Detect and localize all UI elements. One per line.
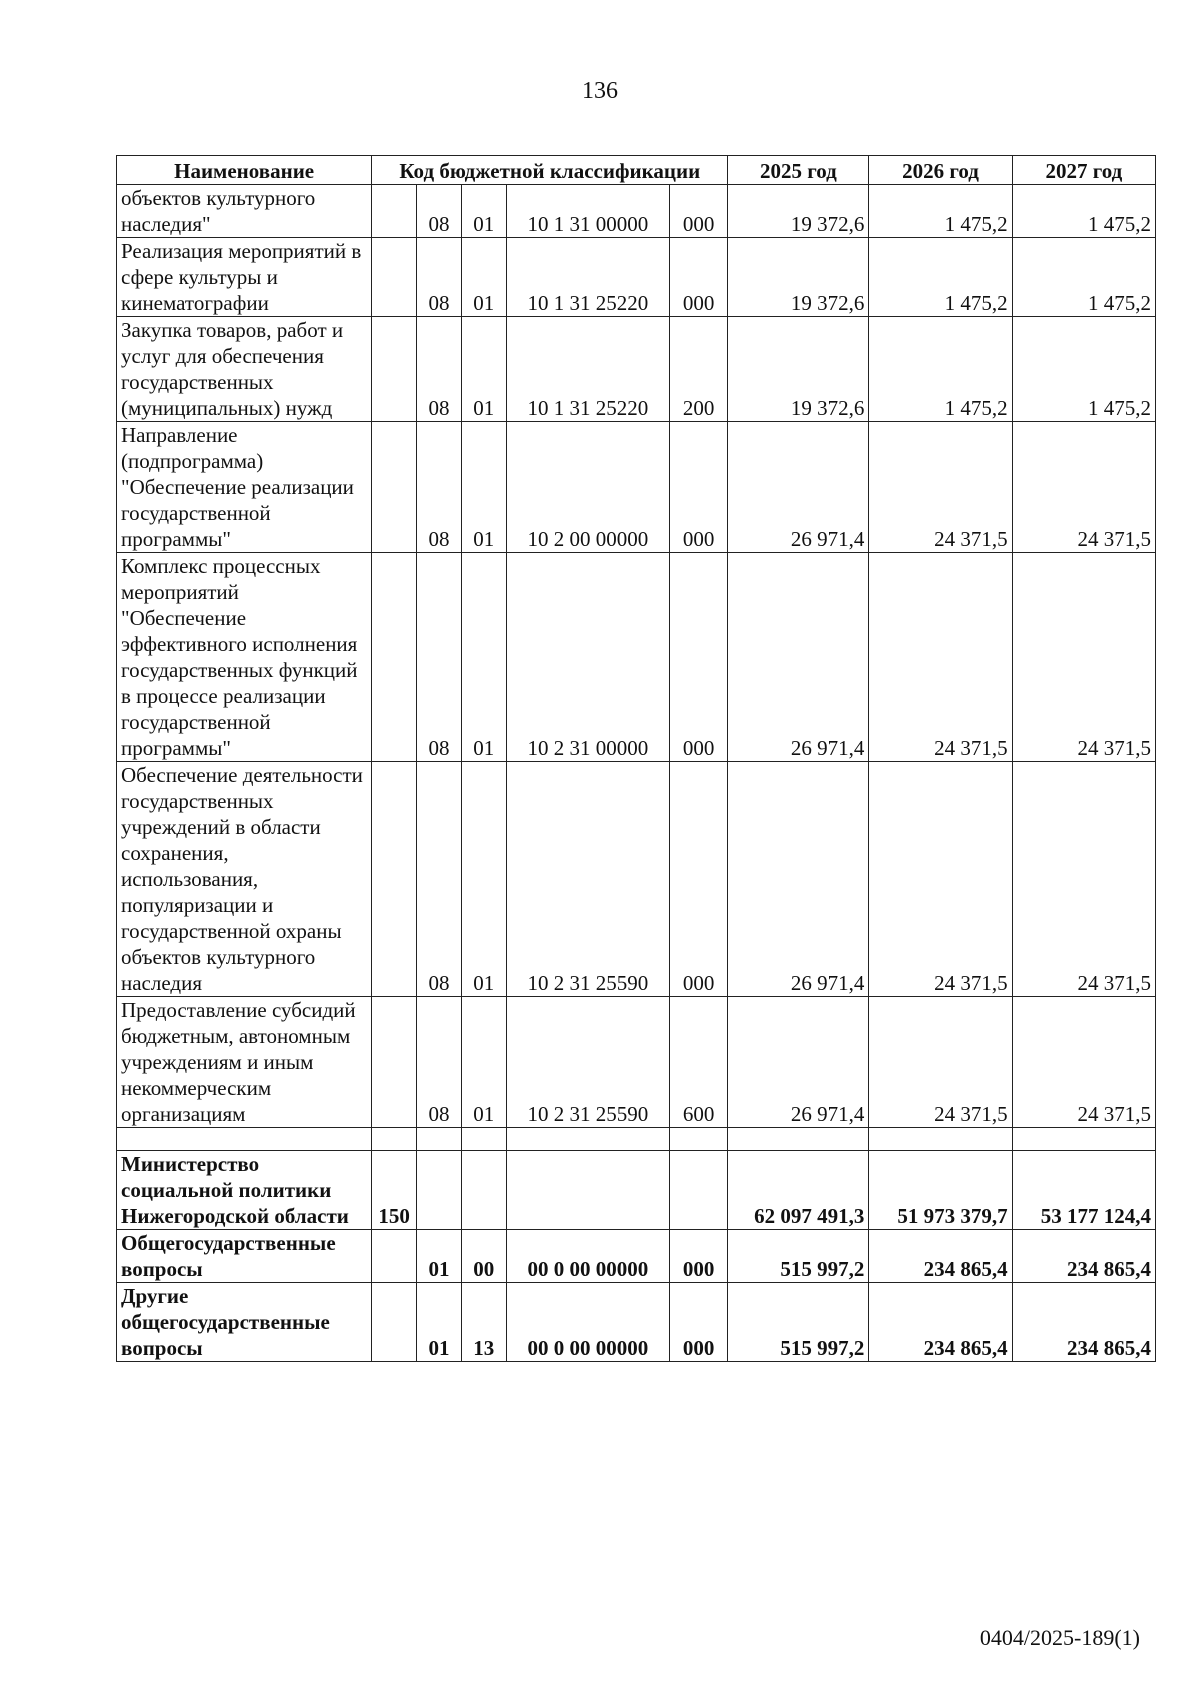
row-code-ministry bbox=[372, 422, 417, 553]
empty-cell bbox=[506, 1128, 669, 1151]
empty-cell bbox=[417, 1128, 462, 1151]
row-code-subsection: 00 bbox=[461, 1230, 506, 1283]
header-2026: 2026 год bbox=[869, 156, 1012, 185]
empty-cell bbox=[670, 1128, 728, 1151]
row-code-subsection: 01 bbox=[461, 185, 506, 238]
row-value-2025: 26 971,4 bbox=[728, 553, 869, 762]
row-code-ministry bbox=[372, 1283, 417, 1362]
empty-row bbox=[117, 1128, 1156, 1151]
row-value-2026: 24 371,5 bbox=[869, 553, 1012, 762]
row-code-section bbox=[417, 1151, 462, 1230]
row-code-expense-type: 000 bbox=[670, 762, 728, 997]
row-code-target: 10 1 31 25220 bbox=[506, 317, 669, 422]
row-value-2025: 19 372,6 bbox=[728, 185, 869, 238]
row-code-section: 08 bbox=[417, 553, 462, 762]
row-code-ministry bbox=[372, 1230, 417, 1283]
row-code-subsection: 01 bbox=[461, 553, 506, 762]
row-code-target: 10 2 31 00000 bbox=[506, 553, 669, 762]
row-name: Направление (подпрограмма) "Обеспечение реализации государственной программы" bbox=[117, 422, 372, 553]
row-value-2026: 24 371,5 bbox=[869, 997, 1012, 1128]
row-value-2027: 1 475,2 bbox=[1012, 317, 1155, 422]
row-value-2025: 515 997,2 bbox=[728, 1230, 869, 1283]
row-name: объектов культурного наследия" bbox=[117, 185, 372, 238]
row-value-2025: 515 997,2 bbox=[728, 1283, 869, 1362]
table-row bbox=[117, 185, 1156, 238]
header-2027: 2027 год bbox=[1012, 156, 1155, 185]
table-row bbox=[117, 422, 1156, 553]
budget-table bbox=[116, 155, 1156, 1362]
row-code-expense-type bbox=[670, 1151, 728, 1230]
row-code-ministry bbox=[372, 238, 417, 317]
row-code-expense-type: 000 bbox=[670, 553, 728, 762]
row-name: Другие общегосударственные вопросы bbox=[117, 1283, 372, 1362]
row-code-ministry bbox=[372, 997, 417, 1128]
row-name: Министерство социальной политики Нижегородской области bbox=[117, 1151, 372, 1230]
row-code-subsection: 01 bbox=[461, 762, 506, 997]
empty-cell bbox=[728, 1128, 869, 1151]
row-code-target: 00 0 00 00000 bbox=[506, 1283, 669, 1362]
row-name: Закупка товаров, работ и услуг для обеспечения государственных (муниципальных) нужд bbox=[117, 317, 372, 422]
row-code-subsection: 01 bbox=[461, 238, 506, 317]
row-value-2026: 24 371,5 bbox=[869, 422, 1012, 553]
row-code-subsection: 01 bbox=[461, 317, 506, 422]
row-code-ministry bbox=[372, 185, 417, 238]
header-2025: 2025 год bbox=[728, 156, 869, 185]
document-code: 0404/2025-189(1) bbox=[979, 1625, 1140, 1650]
row-code-target: 00 0 00 00000 bbox=[506, 1230, 669, 1283]
row-value-2025: 26 971,4 bbox=[728, 997, 869, 1128]
row-value-2027: 24 371,5 bbox=[1012, 762, 1155, 997]
row-code-ministry bbox=[372, 762, 417, 997]
empty-cell bbox=[117, 1128, 372, 1151]
row-value-2026: 24 371,5 bbox=[869, 762, 1012, 997]
row-code-target bbox=[506, 1151, 669, 1230]
row-value-2026: 1 475,2 bbox=[869, 317, 1012, 422]
row-code-target: 10 2 31 25590 bbox=[506, 997, 669, 1128]
empty-cell bbox=[372, 1128, 417, 1151]
row-name: Обеспечение деятельности государственных учреждений в области сохранения, использования, популяризации и государственной охраны объектов культурного наследия bbox=[117, 762, 372, 997]
row-code-expense-type: 000 bbox=[670, 422, 728, 553]
row-value-2027: 1 475,2 bbox=[1012, 185, 1155, 238]
row-value-2026: 234 865,4 bbox=[869, 1230, 1012, 1283]
row-code-expense-type: 000 bbox=[670, 1283, 728, 1362]
row-value-2027: 24 371,5 bbox=[1012, 997, 1155, 1128]
row-value-2027: 24 371,5 bbox=[1012, 422, 1155, 553]
row-name: Реализация мероприятий в сфере культуры и кинематографии bbox=[117, 238, 372, 317]
row-value-2025: 26 971,4 bbox=[728, 762, 869, 997]
row-code-section: 08 bbox=[417, 762, 462, 997]
row-code-target: 10 1 31 25220 bbox=[506, 238, 669, 317]
row-code-section: 01 bbox=[417, 1283, 462, 1362]
row-code-expense-type: 000 bbox=[670, 1230, 728, 1283]
table-row bbox=[117, 238, 1156, 317]
row-code-section: 08 bbox=[417, 317, 462, 422]
row-value-2025: 26 971,4 bbox=[728, 422, 869, 553]
empty-cell bbox=[461, 1128, 506, 1151]
table-row bbox=[117, 762, 1156, 997]
row-code-ministry bbox=[372, 553, 417, 762]
row-name: Комплекс процессных мероприятий "Обеспечение эффективного исполнения государственных функций в процессе реализации государственной программы" bbox=[117, 553, 372, 762]
row-code-subsection: 01 bbox=[461, 422, 506, 553]
row-code-ministry bbox=[372, 317, 417, 422]
table-row bbox=[117, 1151, 1156, 1230]
row-value-2025: 19 372,6 bbox=[728, 317, 869, 422]
page-number: 136 bbox=[582, 78, 618, 104]
row-code-section: 08 bbox=[417, 238, 462, 317]
row-code-subsection bbox=[461, 1151, 506, 1230]
row-code-expense-type: 000 bbox=[670, 238, 728, 317]
row-code-section: 08 bbox=[417, 185, 462, 238]
row-code-expense-type: 600 bbox=[670, 997, 728, 1128]
row-code-subsection: 13 bbox=[461, 1283, 506, 1362]
row-code-expense-type: 000 bbox=[670, 185, 728, 238]
header-code: Код бюджетной классификации bbox=[372, 156, 728, 185]
header-name: Наименование bbox=[117, 156, 372, 185]
row-code-target: 10 2 31 25590 bbox=[506, 762, 669, 997]
row-value-2026: 51 973 379,7 bbox=[869, 1151, 1012, 1230]
row-value-2025: 19 372,6 bbox=[728, 238, 869, 317]
row-value-2027: 24 371,5 bbox=[1012, 553, 1155, 762]
row-value-2027: 1 475,2 bbox=[1012, 238, 1155, 317]
row-code-ministry: 150 bbox=[372, 1151, 417, 1230]
row-value-2026: 1 475,2 bbox=[869, 185, 1012, 238]
row-value-2025: 62 097 491,3 bbox=[728, 1151, 869, 1230]
table-row bbox=[117, 997, 1156, 1128]
row-code-target: 10 1 31 00000 bbox=[506, 185, 669, 238]
row-code-section: 08 bbox=[417, 997, 462, 1128]
row-code-section: 01 bbox=[417, 1230, 462, 1283]
row-name: Предоставление субсидий бюджетным, автономным учреждениям и иным некоммерческим организациям bbox=[117, 997, 372, 1128]
table-row bbox=[117, 553, 1156, 762]
row-value-2027: 234 865,4 bbox=[1012, 1230, 1155, 1283]
row-code-target: 10 2 00 00000 bbox=[506, 422, 669, 553]
row-value-2026: 234 865,4 bbox=[869, 1283, 1012, 1362]
row-code-expense-type: 200 bbox=[670, 317, 728, 422]
row-value-2027: 53 177 124,4 bbox=[1012, 1151, 1155, 1230]
row-value-2027: 234 865,4 bbox=[1012, 1283, 1155, 1362]
table-row bbox=[117, 1283, 1156, 1362]
header-row bbox=[117, 156, 1156, 185]
row-code-section: 08 bbox=[417, 422, 462, 553]
row-code-subsection: 01 bbox=[461, 997, 506, 1128]
empty-cell bbox=[869, 1128, 1012, 1151]
empty-cell bbox=[1012, 1128, 1155, 1151]
table-row bbox=[117, 1230, 1156, 1283]
table-row bbox=[117, 317, 1156, 422]
row-name: Общегосударственные вопросы bbox=[117, 1230, 372, 1283]
row-value-2026: 1 475,2 bbox=[869, 238, 1012, 317]
